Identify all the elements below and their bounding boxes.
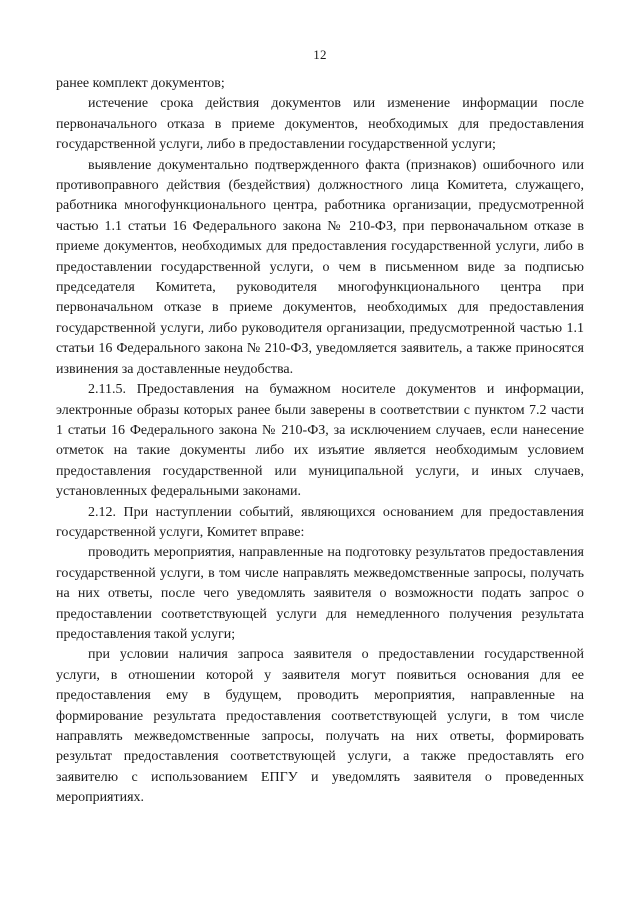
paragraph-section-2-12: 2.12. При наступлении событий, являющихся основанием для предоставления государственной услуги, Комитет вправе: bbox=[56, 504, 584, 540]
paragraph-document-expiry: истечение срока действия документов или изменение информации после первоначального отказа в приеме документов, необходимых для предоставления государственной услуги, либо в предоставлении государственной услуги; bbox=[56, 96, 584, 153]
paragraph-future-service: при условии наличия запроса заявителя о предоставлении государственной услуги, в отношении которой у заявителя могут появиться основания для ее предоставления ему в будущем, проводить мероприятия, направленные на формирование результата предоставления соответствующей услуги, в том числе направлять межведомственные запросы, получать на них ответы, формировать результат предоставления соответствующей услуги, а также предоставлять его заявителю с использованием ЕПГУ и уведомлять заявителя о проведенных мероприятиях. bbox=[56, 647, 584, 806]
paragraph-proactive-measures: проводить мероприятия, направленные на подготовку результатов предоставления государственной услуги, в том числе направлять межведомственные запросы, получать на них ответы, после чего уведомлять заявителя о возможности подать запрос о предоставлении соответствующей услуги для немедленного получения результата предоставления такой услуги; bbox=[56, 545, 584, 642]
paragraph-continuation: ранее комплект документов; bbox=[56, 76, 225, 91]
document-body bbox=[56, 74, 584, 809]
paragraph-section-2-11-5: 2.11.5. Предоставления на бумажном носителе документов и информации, электронные образы которых ранее были заверены в соответствии с пунктом 7.2 части 1 статьи 16 Федерального закона № 210-ФЗ, за исключением случаев, если нанесение отметок на такие документы либо их изъятие является необходимым условием предоставления государственной или муниципальной услуги, и иных случаев, установленных федеральными законами. bbox=[56, 382, 584, 500]
page-number: 12 bbox=[313, 47, 327, 62]
paragraph-erroneous-action: выявление документально подтвержденного факта (признаков) ошибочного или противоправного действия (бездействия) должностного лица Комитета, служащего, работника многофункционального центра, работника организации, предусмотренной частью 1.1 статьи 16 Федерального закона № 210-ФЗ, при первоначальном отказе в приеме документов, необходимых для предоставления государственной услуги, либо в предоставлении государственной услуги, о чем в письменном виде за подписью председателя Комитета, руководителя многофункционального центра при первоначальном отказе в приеме документов, необходимых для предоставления государственной услуги, либо руководителя организации, предусмотренной частью 1.1 статьи 16 Федерального закона № 210-ФЗ, уведомляется заявитель, а также приносятся извинения за доставленные неудобства. bbox=[56, 157, 584, 377]
